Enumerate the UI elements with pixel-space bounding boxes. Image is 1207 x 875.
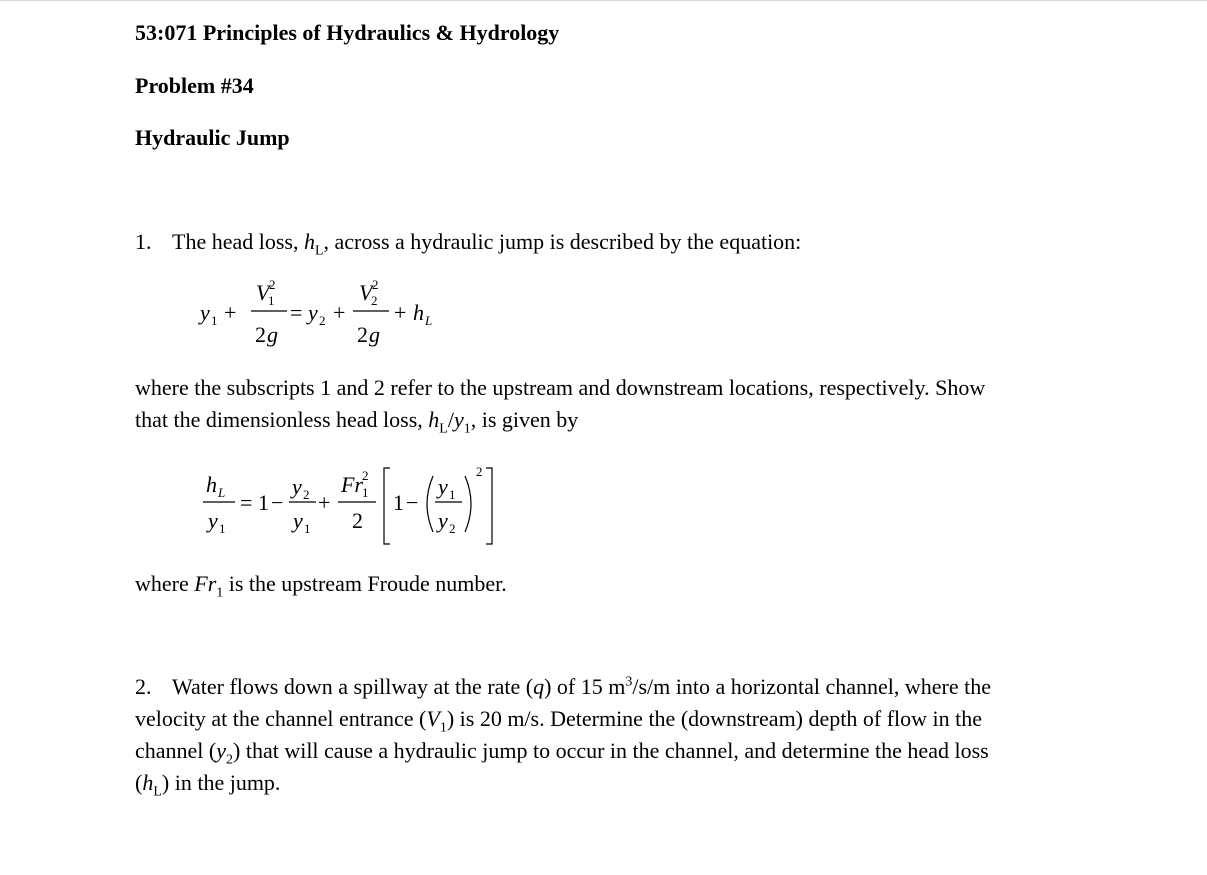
svg-text:1: 1 [219, 521, 226, 536]
svg-text:y: y [208, 508, 218, 533]
svg-text:=: = [240, 490, 253, 515]
svg-text:2: 2 [319, 313, 326, 328]
top-border [0, 0, 1207, 1]
svg-text:1: 1 [304, 521, 311, 536]
svg-text:2: 2 [269, 277, 276, 292]
svg-text:+: + [333, 300, 346, 325]
svg-text:L: L [425, 313, 433, 328]
q1-where-line2: that the dimensionless head loss, $h_L/y_1$, is given by [135, 407, 579, 437]
svg-text:L: L [218, 485, 226, 500]
svg-text:1: 1 [449, 487, 456, 502]
q2-line1: 2. Water flows down a spillway at the rate (q) of 15 $m^3/s/m$ into a horizontal channel, where the [135, 671, 991, 703]
svg-text:y: y [293, 508, 303, 533]
q2-line4: $(h_L)$ in the jump. [135, 770, 281, 800]
eq1-y1: y [200, 300, 210, 325]
svg-text:+: + [394, 300, 407, 325]
q1-intro: 1. The head loss, $h_L$, across a hydraulic jump is described by the equation: [135, 226, 801, 258]
svg-text:g: g [369, 322, 380, 347]
svg-text:y: y [438, 474, 448, 499]
dimensionless-headloss-equation [200, 460, 510, 555]
problem-label: Problem #34 [135, 73, 254, 98]
svg-text:2: 2 [357, 322, 368, 347]
svg-text:2: 2 [371, 293, 378, 308]
svg-text:1: 1 [393, 490, 404, 515]
q2-line3: channel $(y_2)$ that will cause a hydraulic jump to occur in the channel, and determine the head loss [135, 738, 989, 768]
eq1-hL: h [413, 300, 424, 325]
svg-text:1: 1 [362, 485, 369, 500]
q1-froude-note: where $Fr_1$ is the upstream Froude number. [135, 571, 507, 601]
q1-number: 1. [135, 229, 152, 254]
q2-number: 2. [135, 674, 152, 699]
q2-line2: velocity at the channel entrance $(V_1)$ is 20 m/s. Determine the (downstream) depth of flow in the [135, 706, 983, 736]
energy-equation [200, 278, 460, 353]
svg-text:−: − [271, 490, 284, 515]
svg-text:y: y [438, 508, 448, 533]
eq1-y2: y [308, 300, 318, 325]
eq1-V2: V [359, 280, 373, 305]
svg-text:2: 2 [352, 508, 363, 533]
svg-text:2: 2 [449, 521, 456, 536]
svg-text:2: 2 [476, 464, 483, 479]
svg-text:+: + [318, 490, 331, 515]
svg-text:=: = [290, 300, 303, 325]
svg-text:+: + [224, 300, 237, 325]
q1-where-line1: where the subscripts 1 and 2 refer to the upstream and downstream locations, respectively. Show [135, 375, 986, 400]
svg-text:1: 1 [258, 490, 269, 515]
svg-text:2: 2 [372, 277, 379, 292]
svg-text:Fr: Fr [341, 472, 363, 497]
svg-text:g: g [267, 322, 278, 347]
svg-text:2: 2 [362, 468, 369, 483]
svg-text:y: y [292, 474, 302, 499]
svg-text:1: 1 [268, 293, 275, 308]
svg-text:h: h [206, 472, 217, 497]
svg-text:2: 2 [255, 322, 266, 347]
svg-text:1: 1 [211, 313, 218, 328]
eq1-V1: V [256, 280, 270, 305]
topic-title: Hydraulic Jump [135, 125, 290, 150]
svg-text:−: − [406, 490, 419, 515]
course-title: 53:071 Principles of Hydraulics & Hydrology [135, 20, 560, 45]
svg-text:2: 2 [303, 487, 310, 502]
